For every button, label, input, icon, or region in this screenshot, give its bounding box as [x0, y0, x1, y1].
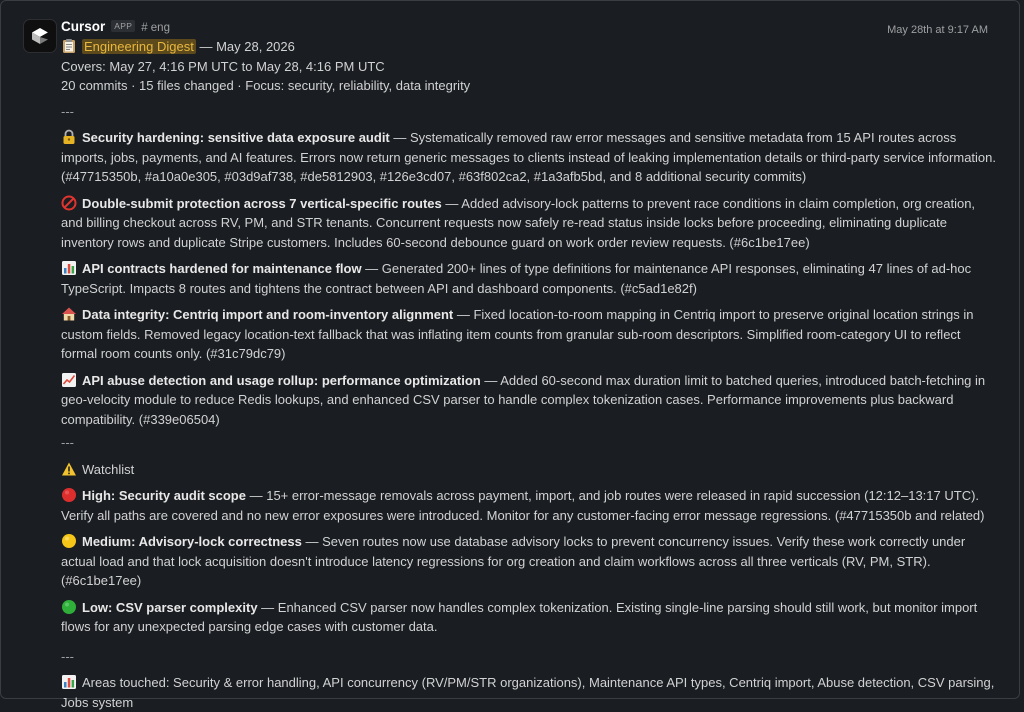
digest-title	[61, 37, 996, 57]
digest-item	[61, 305, 996, 364]
no-entry-icon	[61, 195, 77, 211]
yellow-circle-icon	[61, 533, 77, 549]
bar-chart-icon	[61, 260, 77, 276]
digest-item	[61, 259, 996, 298]
covers-line: Covers: May 27, 4:16 PM UTC to May 28, 4:16 PM UTC	[61, 58, 385, 74]
message	[61, 17, 996, 712]
lock-icon	[61, 129, 77, 145]
watchlist-entry-body: — 15+ error-message removals across payment, import, and job routes were released in rapid succession (12:12–13:17 UTC). Verify all paths are covered and no new error exposures were introduced. Monitor for any customer-facing error message regressions. (#47715350b and related)	[61, 488, 985, 523]
item-body: — Fixed location-to-room mapping in Centriq import to preserve original location strings in custom fields. Removed legacy location-text fallback that was inflating item counts from granular sub-room descriptors. Simplified room-category UI to reflect formal room counts only. (#31c79dc79)	[61, 307, 974, 361]
item-title: Data integrity: Centriq import and room-inventory alignment	[82, 307, 454, 322]
watchlist-entry-title: High: Security audit scope	[82, 488, 246, 503]
red-circle-icon	[61, 487, 77, 503]
areas-touched-text: Areas touched: Security & error handling, API concurrency (RV/PM/STR organizations), Maintenance API types, Centriq import, Abuse detection, CSV parsing, Jobs system	[61, 675, 995, 710]
watchlist-label: Watchlist	[82, 461, 135, 477]
green-circle-icon	[61, 599, 77, 615]
bar-chart-icon	[61, 674, 77, 690]
warning-icon	[61, 461, 77, 477]
separator: ---	[61, 648, 74, 664]
digest-item	[61, 128, 996, 187]
item-body: — Added advisory-lock patterns to prevent race conditions in claim completion, org creation, and billing checkout across RV, PM, and STR tenants. Concurrent requests now safely re-read status inside locks before proceeding, eliminating duplicate inventory rows and duplicate Stripe customers. Includes 60-second debounce guard on work order review requests. (#6c1be17ee)	[61, 195, 976, 250]
clipboard-icon	[61, 38, 77, 54]
trend-chart-icon	[61, 372, 77, 388]
house-icon	[61, 306, 77, 322]
sender-name[interactable]: Cursor	[61, 19, 106, 34]
item-title: Double-submit protection across 7 vertical-specific routes	[82, 195, 442, 211]
separator: ---	[61, 435, 74, 450]
item-title: API abuse detection and usage rollup: performance optimization	[82, 372, 481, 388]
item-title: Security hardening: sensitive data exposure audit	[82, 130, 390, 145]
item-body: — Systematically removed raw error messages and sensitive metadata from 15 API routes across imports, jobs, payments, and AI features. Errors now return generic messages to clients instead of leaking implementation details or third-party service information. (#47715350b, #a10a0e305, #03d9af738, #de5812903, #126e3cd07, #63f802ca2, #1a3afb5bd, and 8 additional security commits)	[61, 130, 996, 184]
message-header	[61, 17, 996, 37]
watchlist-heading	[61, 460, 996, 480]
message-timestamp[interactable]: May 28th at 9:17 AM	[887, 24, 988, 36]
channel-label[interactable]: # eng	[141, 22, 170, 34]
areas-touched	[61, 673, 996, 712]
watchlist-entry-body: — Seven routes now use database advisory locks to prevent concurrency issues. Verify these work correctly under actual load and that lock acquisition doesn't introduce latency regressions for org creation and claim workflows across all three verticals (RV, PM, STR). (#6c1be17ee)	[61, 534, 966, 588]
watchlist-entry	[61, 598, 996, 637]
digest-item	[61, 371, 996, 430]
watchlist-entry-title: Medium: Advisory-lock correctness	[82, 534, 302, 549]
app-badge: APP	[111, 20, 135, 32]
item-title: API contracts hardened for maintenance flow	[82, 261, 362, 276]
item-body: — Added 60-second max duration limit to batched queries, introduced batch-fetching in geo-velocity module to reduce Redis lookups, and enhanced CSV parser to handle complex tokenization cases. Performance improvements plus backward compatibility. (#339e06504)	[61, 372, 986, 427]
item-body: — Generated 200+ lines of type definitions for maintenance API responses, eliminating 47 lines of ad-hoc TypeScript. Impacts 8 routes and tightens the contract between API and dashboard components. (#c5ad1e82f)	[61, 261, 972, 296]
cursor-app-avatar[interactable]	[23, 19, 57, 53]
watchlist-entry-body: — Enhanced CSV parser now handles complex tokenization. Existing single-line parsing should still work, but monitor import flows for any unexpected parsing edge cases with customer data.	[61, 599, 978, 634]
watchlist-entry	[61, 532, 996, 591]
watchlist-entry-title: Low: CSV parser complexity	[82, 599, 258, 615]
cursor-logo-icon	[30, 26, 50, 46]
separator: ---	[61, 103, 74, 119]
summary-line: 20 commits · 15 files changed · Focus: security, reliability, data integrity	[61, 78, 471, 93]
watchlist-entry	[61, 486, 996, 525]
digest-item	[61, 194, 996, 253]
digest-title-date: — May 28, 2026	[195, 39, 295, 54]
digest-title-link[interactable]: Engineering Digest	[84, 39, 194, 54]
